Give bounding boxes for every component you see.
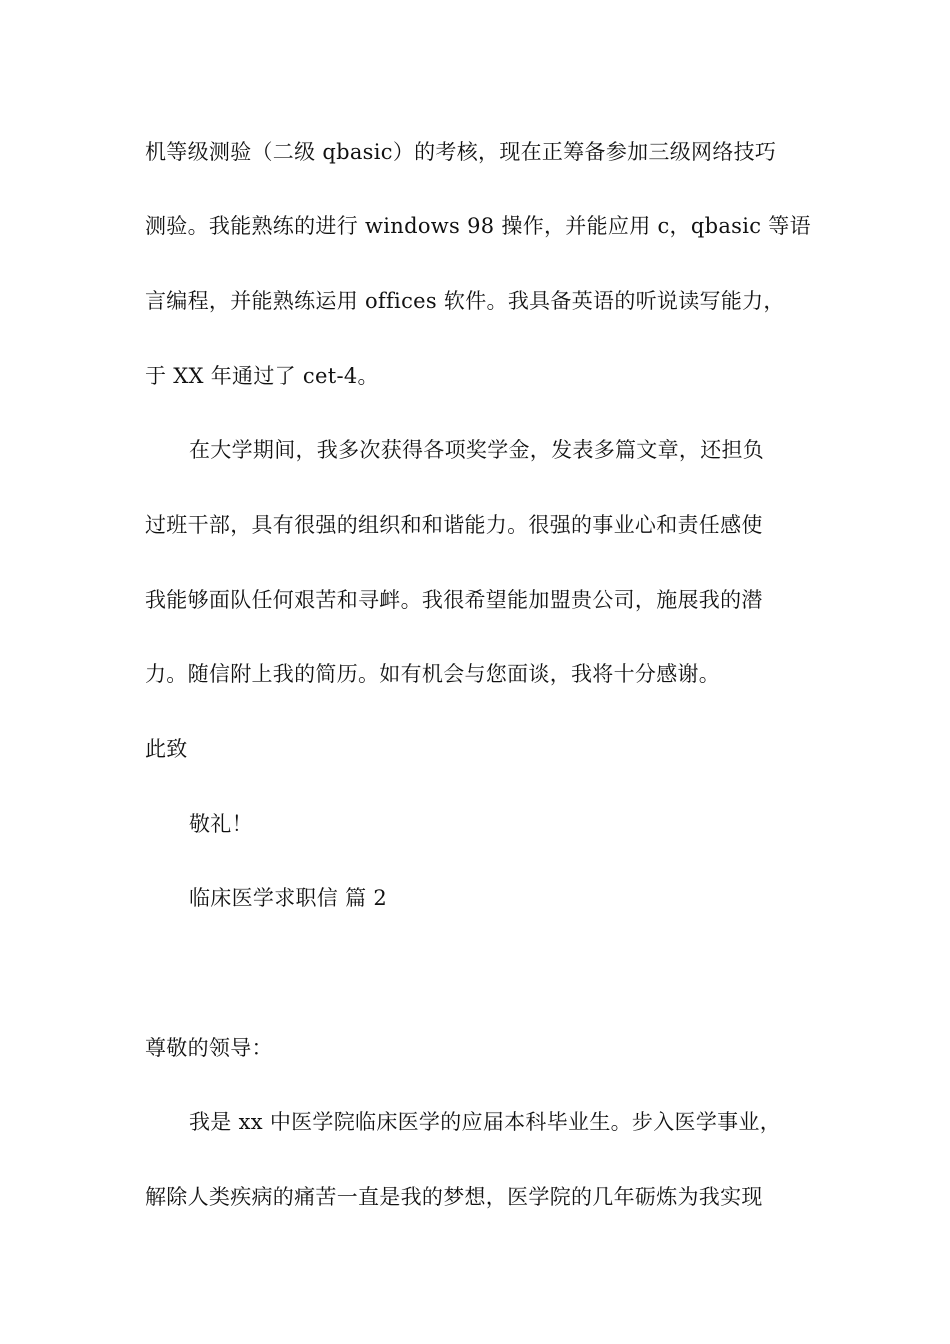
salutation-line: 敬礼！ [189, 812, 253, 836]
paragraph-line: 解除人类疾病的痛苦一直是我的梦想，医学院的几年砺炼为我实现 [145, 1185, 763, 1209]
paragraph-line: 于 XX 年通过了 cet-4。 [145, 364, 379, 388]
paragraph-line: 过班干部，具有很强的组织和和谐能力。很强的事业心和责任感使 [145, 513, 763, 537]
paragraph-line: 测验。我能熟练的进行 windows 98 操作，并能应用 c，qbasic 等语 [145, 214, 811, 238]
paragraph-line: 言编程，并能熟练运用 offices 软件。我具备英语的听说读写能力， [145, 289, 785, 313]
section-heading: 临床医学求职信 篇 2 [189, 886, 388, 910]
paragraph-line: 力。随信附上我的简历。如有机会与您面谈，我将十分感谢。 [145, 662, 721, 686]
paragraph-line: 我能够面队任何艰苦和寻衅。我很希望能加盟贵公司，施展我的潜 [145, 588, 763, 612]
paragraph-line: 机等级测验（二级 qbasic）的考核，现在正筹备参加三级网络技巧 [145, 140, 777, 164]
paragraph-line: 我是 xx 中医学院临床医学的应届本科毕业生。步入医学事业， [189, 1110, 782, 1134]
closing-line: 此致 [145, 737, 188, 761]
greeting-line: 尊敬的领导： [145, 1036, 273, 1060]
paragraph-line: 在大学期间，我多次获得各项奖学金，发表多篇文章，还担负 [189, 438, 765, 462]
